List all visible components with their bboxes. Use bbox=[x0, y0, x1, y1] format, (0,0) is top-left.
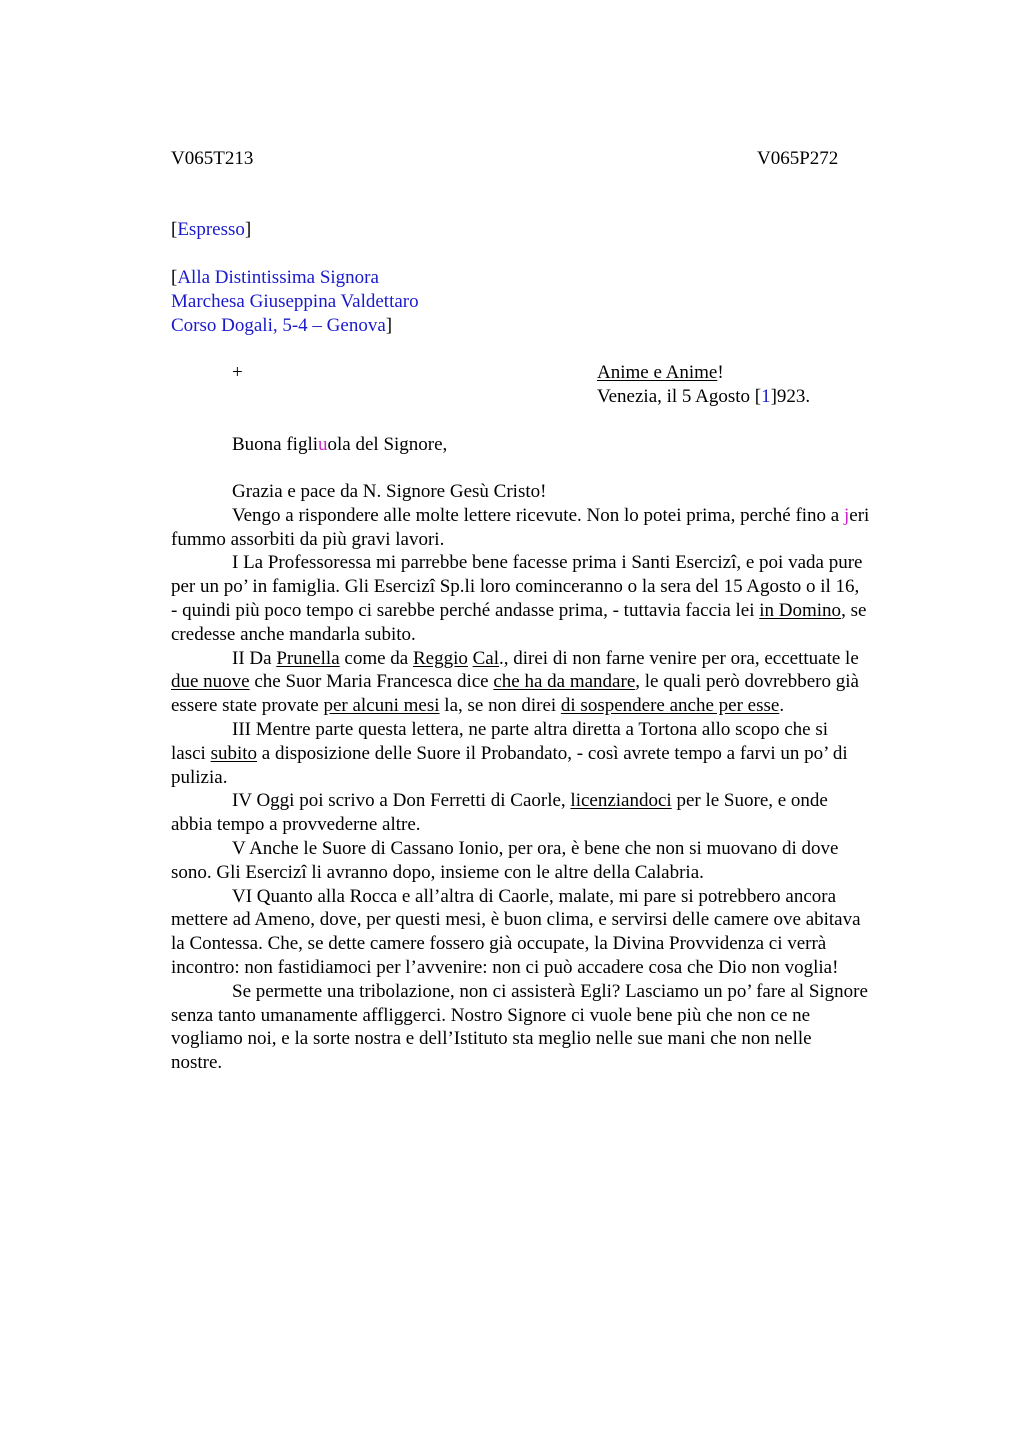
paragraph-8-line-1: Se permette una tribolazione, non ci assisterà Egli? Lasciamo un po’ fare al Signore bbox=[232, 980, 868, 1002]
paragraph-7-line-3: la Contessa. Che, se dette camere fossero già occupate, la Divina Provvidenza ci verrà bbox=[171, 933, 827, 955]
dateline: Venezia, il 5 Agosto [1]923. bbox=[597, 386, 811, 407]
document-code-right: V065P272 bbox=[757, 148, 839, 169]
paragraph-8-line-2: senza tanto umanamente affliggerci. Nostro Signore ci vuole bene più che non ce ne bbox=[171, 1004, 811, 1026]
paragraph-4-line-3: pulizia. bbox=[171, 766, 228, 788]
motto-tail: ! bbox=[717, 362, 724, 383]
underlined-phrase: per alcuni mesi bbox=[323, 695, 440, 717]
paragraph-6-line-2: sono. Gli Esercizi li avranno dopo, insieme con le altre della Calabria. bbox=[171, 861, 704, 883]
paragraph-8-line-3: vogliamo noi, e la sorte nostra e dell’Istituto sta meglio nelle sue mani che non nelle bbox=[171, 1028, 812, 1050]
paragraph-4-line-1: III Mentre parte questa lettera, ne parte altra diretta a Tortona allo scopo che si bbox=[232, 718, 829, 740]
paragraph-3-line-1: II Da Prunella come da Reggio Cal., direi di non farne venire per ora, eccettuate le bbox=[232, 647, 859, 669]
bracket-open: [ bbox=[171, 267, 178, 288]
underlined-phrase: che ha da mandare bbox=[493, 671, 636, 693]
paragraph-6-line-1: V Anche le Suore di Cassano Ionio, per ora, è bene che non si muovano di dove bbox=[232, 837, 839, 859]
address-line-1: Alla Distintissima Signora bbox=[177, 267, 379, 288]
paragraph-2-line-4: credesse anche mandarla subito. bbox=[171, 623, 416, 645]
paragraph-2-line-3: - quindi più poco tempo ci sarebbe perché andasse prima, - tuttavia faccia lei in Domino, se bbox=[171, 599, 867, 621]
underlined-phrase: Prunella bbox=[276, 647, 340, 669]
address-block bbox=[171, 266, 419, 337]
underlined-phrase: in Domino bbox=[759, 599, 842, 621]
espresso-word: Espresso bbox=[177, 219, 245, 240]
cross-symbol: + bbox=[232, 362, 243, 383]
paragraph-4-line-2: lasci subito a disposizione delle Suore il Probandato, - così avrete tempo a farvi un po’ di bbox=[171, 742, 848, 764]
paragraph-7-line-4: incontro: non fastidiamoci per l’avvenire: non ci può accadere cosa che Dio non voglia! bbox=[171, 956, 839, 978]
address-line-3: Corso Dogali, 5-4 – Genova bbox=[171, 314, 386, 336]
espresso-note bbox=[171, 218, 251, 242]
paragraph-2-line-2: per un po’ in famiglia. Gli Esercizi Sp.li loro cominceranno o la sera del 15 Agosto o il 16, bbox=[171, 576, 860, 598]
bracket-close: ] bbox=[385, 314, 393, 336]
salutation-correction: u bbox=[318, 434, 328, 455]
bracket-open: [ bbox=[171, 219, 178, 240]
dateline-editor-digit: 1 bbox=[761, 386, 771, 407]
greeting-line: Grazia e pace da N. Signore Gesù Cristo! bbox=[232, 481, 547, 502]
address-line-2: Marchesa Giuseppina Valdettaro bbox=[171, 290, 419, 312]
letter-body bbox=[171, 480, 931, 1075]
paragraph-5-line-2: abbia tempo a provvederne altre. bbox=[171, 814, 421, 836]
paragraph-2-line-1: I La Professoressa mi parrebbe bene facesse prima i Santi Esercizi, e poi vada pure bbox=[232, 552, 863, 574]
paragraph-1-line-1: Vengo a rispondere alle molte lettere ricevute. Non lo potei prima, perché fino a jeri bbox=[232, 504, 870, 526]
paragraph-3-line-2: due nuove che Suor Maria Francesca dice che ha da mandare, le quali però dovrebbero già bbox=[171, 671, 859, 693]
bracket-close: ] bbox=[244, 219, 252, 240]
paragraph-1-line-2: fummo assorbiti da più gravi lavori. bbox=[171, 528, 445, 550]
salutation: Buona figliuola del Signore, bbox=[232, 434, 448, 455]
underlined-phrase: Cal bbox=[472, 647, 499, 669]
paragraph-7-line-2: mettere ad Ameno, dove, per questi mesi, è buon clima, e servirsi delle camere ove abitava bbox=[171, 909, 861, 931]
paragraph-3-line-3: essere state provate per alcuni mesi la, se non direi di sospendere anche per esse. bbox=[171, 695, 785, 717]
underlined-phrase: due nuove bbox=[171, 671, 250, 693]
underlined-phrase: subito bbox=[210, 742, 258, 764]
correction-mark: j bbox=[844, 504, 850, 526]
underlined-phrase: di sospendere anche per esse bbox=[560, 695, 780, 717]
underlined-phrase: Reggio bbox=[412, 647, 468, 669]
paragraph-5-line-1: IV Oggi poi scrivo a Don Ferretti di Caorle, licenziandoci per le Suore, e onde bbox=[232, 790, 828, 812]
motto bbox=[597, 361, 724, 385]
paragraph-7-line-1: VI Quanto alla Rocca e all’altra di Caorle, malate, mi pare si potrebbero ancora bbox=[232, 885, 837, 907]
underlined-phrase: licenziandoci bbox=[570, 790, 672, 812]
document-code-left: V065T213 bbox=[171, 148, 254, 169]
paragraph-8-line-4: nostre. bbox=[171, 1052, 223, 1074]
motto-underlined: Anime e Anime bbox=[597, 362, 718, 383]
